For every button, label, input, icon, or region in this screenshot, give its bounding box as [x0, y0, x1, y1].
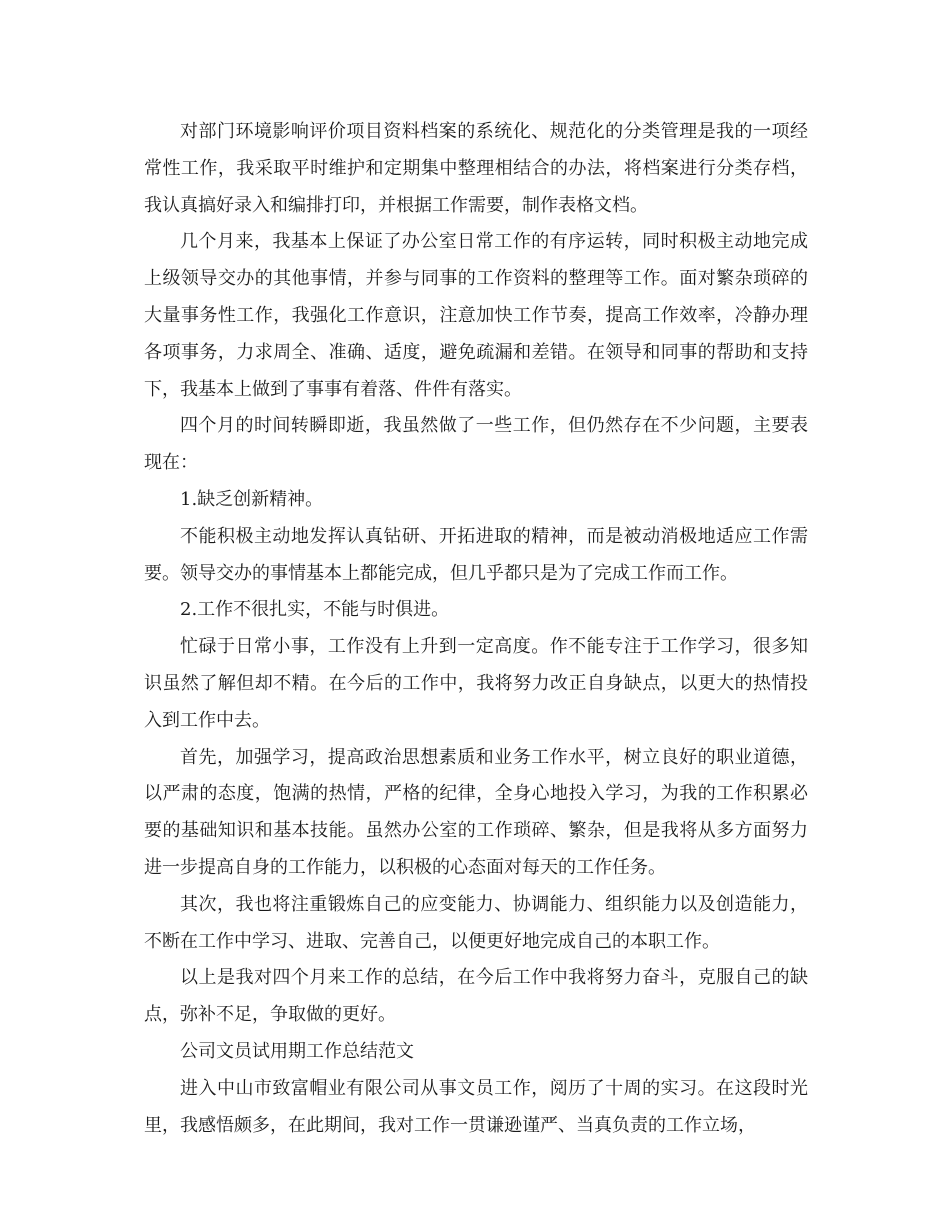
section-title: 公司文员试用期工作总结范文 — [180, 1040, 414, 1062]
list-heading-2: 2.工作不很扎实，不能与时俱进。 — [180, 599, 450, 621]
paragraph-daily-work: 忙碌于日常小事，工作没有上升到一定高度。作不能专注于工作学习，很多知识虽然了解但却不精。在今后的工作中，我将努力改正自身缺点，以更大的热情投入到工作中去。 — [144, 636, 808, 731]
paragraph-internship-intro: 进入中山市致富帽业有限公司从事文员工作，阅历了十周的实习。在这段时光里，我感悟颇多，在此期间，我对工作一贯谦逊谨严、当真负责的工作立场， — [144, 1077, 808, 1136]
paragraph-summary: 以上是我对四个月来工作的总结，在今后工作中我将努力奋斗，克服自己的缺点，弥补不足，争取做的更好。 — [144, 967, 808, 1026]
paragraph-problems-intro: 四个月的时间转瞬即逝，我虽然做了一些工作，但仍然存在不少问题，主要表现在： — [144, 415, 808, 474]
paragraph-second-abilities: 其次，我也将注重锻炼自己的应变能力、协调能力、组织能力以及创造能力，不断在工作中学习、进取、完善自己，以便更好地完成自己的本职工作。 — [144, 893, 808, 952]
list-heading-1: 1.缺乏创新精神。 — [180, 488, 324, 510]
paragraph-office-work: 几个月来，我基本上保证了办公室日常工作的有序运转，同时积极主动地完成上级领导交办的其他事情，并参与同事的工作资料的整理等工作。面对繁杂琐碎的大量事务性工作，我强化工作意识，注意加快工作节奏，提高工作效率，冷静办理各项事务，力求周全、准确、适度，避免疏漏和差错。在领导和同事的帮助和支持下，我基本上做到了事事有着落、件件有落实。 — [144, 231, 808, 400]
document-body — [144, 114, 808, 1144]
paragraph-archive-management: 对部门环境影响评价项目资料档案的系统化、规范化的分类管理是我的一项经常性工作，我采取平时维护和定期集中整理相结合的办法，将档案进行分类存档，我认真搞好录入和编排打印，并根据工作需要，制作表格文档。 — [144, 121, 808, 216]
paragraph-first-study: 首先，加强学习，提高政治思想素质和业务工作水平，树立良好的职业道德，以严肃的态度，饱满的热情，严格的纪律，全身心地投入学习，为我的工作积累必要的基础知识和基本技能。虽然办公室的工作琐碎、繁杂，但是我将从多方面努力进一步提高自身的工作能力，以积极的心态面对每天的工作任务。 — [144, 746, 808, 878]
paragraph-innovation: 不能积极主动地发挥认真钻研、开拓进取的精神，而是被动消极地适应工作需要。领导交办的事情基本上都能完成，但几乎都只是为了完成工作而工作。 — [144, 525, 808, 584]
